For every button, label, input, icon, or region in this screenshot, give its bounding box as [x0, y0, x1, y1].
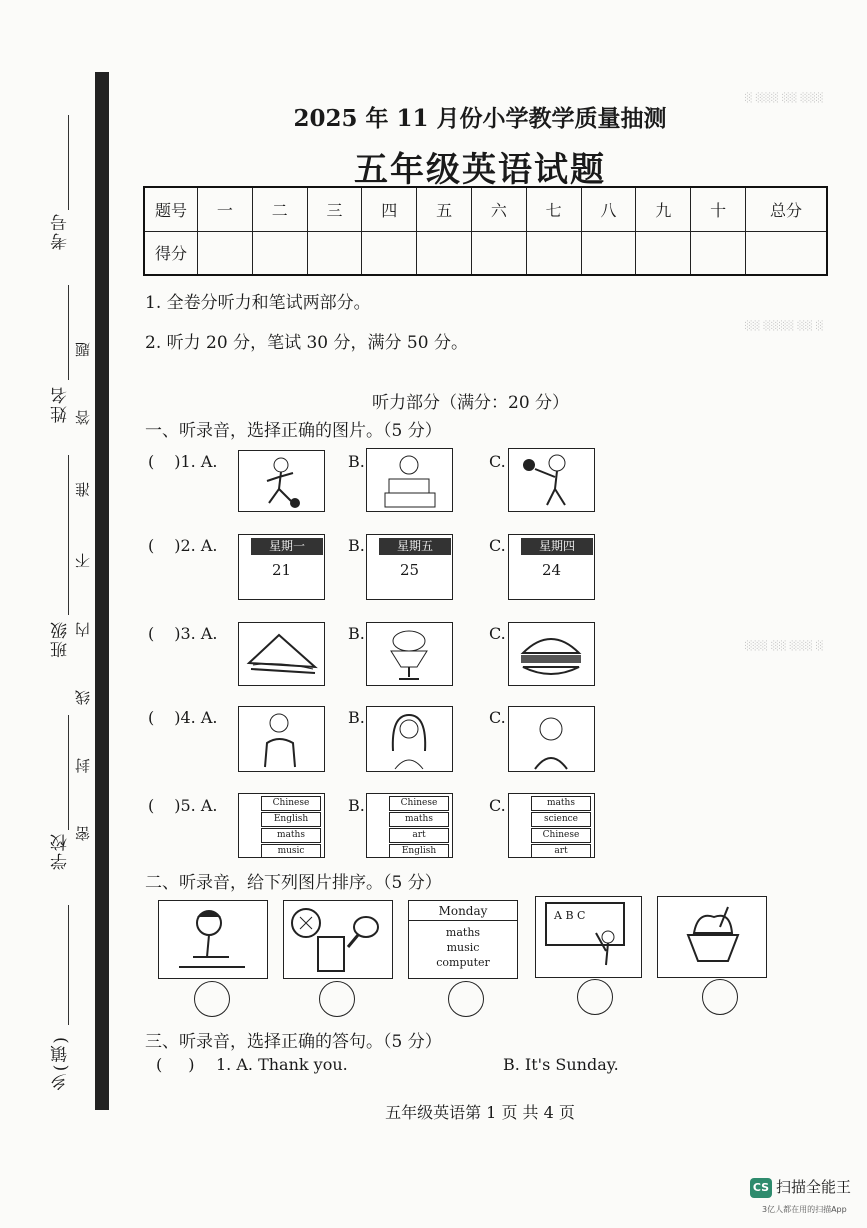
- schedule-subject: English: [389, 844, 449, 858]
- score-cell[interactable]: [417, 231, 472, 275]
- boy-ping-pong-icon: [509, 449, 594, 511]
- score-cell[interactable]: [471, 231, 526, 275]
- score-col-header: 总分: [746, 187, 828, 231]
- s2-image-teacher-board[interactable]: [535, 896, 642, 978]
- score-col-header: 十: [691, 187, 746, 231]
- score-col-header: 一: [198, 187, 253, 231]
- calendar-day: 星期一: [251, 538, 323, 555]
- q1-option-c-label: C.: [489, 452, 506, 471]
- monday-header: Monday: [409, 904, 517, 921]
- s3-q1-answer-paren[interactable]: ( ): [156, 1055, 195, 1074]
- bleed-through: ░░ ░░░░ ░░ ░: [745, 320, 824, 331]
- q3-image-a-sandwich[interactable]: [238, 622, 325, 686]
- girl-at-desk-icon: [367, 449, 452, 511]
- score-table: [143, 186, 828, 276]
- seal-char: 不: [74, 553, 92, 568]
- answer-paren[interactable]: ( )2. A.: [148, 536, 218, 555]
- answer-paren[interactable]: ( )4. A.: [148, 708, 218, 727]
- bleed-through: ░░░ ░░ ░░░ ░: [745, 640, 824, 651]
- order-answer-circle[interactable]: [702, 979, 738, 1015]
- score-cell[interactable]: [691, 231, 746, 275]
- schedule-subject: maths: [261, 828, 321, 843]
- exam-title-line2: 五年级英语试题: [354, 150, 606, 190]
- answer-paren[interactable]: ( )5. A.: [148, 796, 218, 815]
- s2-image-monday-schedule[interactable]: [408, 900, 518, 979]
- q5-image-b-schedule[interactable]: [366, 793, 453, 858]
- schedule-subject: science: [531, 812, 591, 827]
- seal-char: 答: [74, 410, 92, 425]
- seal-char: 内: [74, 622, 92, 637]
- calendar-date: 24: [541, 561, 562, 579]
- q5-image-c-schedule[interactable]: [508, 793, 595, 858]
- schedule-subject: Chinese: [531, 828, 591, 843]
- section2-title: 二、听录音，给下列图片排序。（5 分）: [145, 873, 442, 893]
- score-col-header: 五: [417, 187, 472, 231]
- seal-char: 线: [74, 690, 92, 705]
- page-footer: 五年级英语第 1 页 共 4 页: [385, 1103, 575, 1122]
- schedule-subject: Chinese: [389, 796, 449, 811]
- answer-paren[interactable]: ( )1. A.: [148, 452, 218, 471]
- score-cell[interactable]: [198, 231, 253, 275]
- exam-no-label: 考号: [51, 212, 71, 250]
- score-col-header: 四: [362, 187, 417, 231]
- q5-option-c-label: C.: [489, 796, 506, 815]
- man-with-glasses-icon: [239, 707, 324, 771]
- class-line: [68, 455, 69, 615]
- order-answer-circle[interactable]: [319, 981, 355, 1017]
- q4-option-c-label: C.: [489, 708, 506, 727]
- order-answer-circle[interactable]: [448, 981, 484, 1017]
- camscanner-logo: CS: [750, 1178, 772, 1198]
- ball-and-racket-icon: [284, 901, 392, 978]
- school-line: [68, 715, 69, 830]
- score-col-header: 八: [581, 187, 636, 231]
- calendar-day: 星期五: [379, 538, 451, 555]
- hamburger-icon: [509, 623, 594, 685]
- q1-image-c-pingpong[interactable]: [508, 448, 595, 512]
- q3-option-b-label: B.: [348, 624, 365, 643]
- board-letters: A B C: [554, 909, 586, 922]
- schedule-subject: art: [531, 844, 591, 858]
- q2-image-a-calendar[interactable]: [238, 534, 325, 600]
- sandwich-icon: [239, 623, 324, 685]
- score-col-header: 二: [252, 187, 307, 231]
- name-line: [68, 285, 69, 380]
- s2-image-boy-writing[interactable]: [158, 900, 268, 979]
- score-col-header: 三: [307, 187, 362, 231]
- order-answer-circle[interactable]: [194, 981, 230, 1017]
- score-cell[interactable]: [307, 231, 362, 275]
- q1-image-b-reading[interactable]: [366, 448, 453, 512]
- school-label: 学校: [51, 832, 71, 870]
- schedule-subject: English: [261, 812, 321, 827]
- q1-image-a-soccer[interactable]: [238, 450, 325, 512]
- section1-title: 一、听录音，选择正确的图片。（5 分）: [145, 421, 442, 441]
- instruction-note-2: 2. 听力 20 分，笔试 30 分，满分 50 分。: [145, 333, 468, 353]
- score-col-header: 九: [636, 187, 691, 231]
- q4-image-b-woman-longhair[interactable]: [366, 706, 453, 772]
- ice-cream-cup-icon: [658, 897, 766, 977]
- s3-q1-option-a: 1. A. Thank you.: [216, 1055, 348, 1074]
- schedule-subject: maths: [389, 812, 449, 827]
- monday-subject: music: [446, 941, 480, 954]
- boy-kicking-ball-icon: [239, 451, 324, 511]
- schedule-subject: art: [389, 828, 449, 843]
- teacher-at-blackboard-icon: [536, 897, 641, 977]
- q4-image-a-man[interactable]: [238, 706, 325, 772]
- name-label: 姓名: [51, 385, 71, 423]
- score-row-label: 得分: [144, 231, 198, 275]
- town-line: [68, 905, 69, 1025]
- s2-image-sports-items[interactable]: [283, 900, 393, 979]
- q5-image-a-schedule[interactable]: [238, 793, 325, 858]
- woman-long-hair-icon: [367, 707, 452, 771]
- q2-image-b-calendar[interactable]: [366, 534, 453, 600]
- monday-subject: computer: [436, 956, 490, 969]
- calendar-day: 星期四: [521, 538, 593, 555]
- boy-writing-icon: [159, 901, 267, 978]
- ice-cream-sundae-icon: [367, 623, 452, 685]
- monday-subject: maths: [445, 926, 481, 939]
- listening-part-title: 听力部分（满分：20 分）: [372, 393, 570, 413]
- q2-image-c-calendar[interactable]: [508, 534, 595, 600]
- q5-option-b-label: B.: [348, 796, 365, 815]
- calendar-date: 21: [271, 561, 292, 579]
- q3-image-b-icecream[interactable]: [366, 622, 453, 686]
- seal-char: 封: [74, 758, 92, 773]
- score-cell[interactable]: [362, 231, 417, 275]
- schedule-subject: Chinese: [261, 796, 321, 811]
- section3-title: 三、听录音，选择正确的答句。（5 分）: [145, 1032, 442, 1052]
- exam-title-line1: 2025 年 11 月份小学教学质量抽测: [293, 105, 667, 132]
- q1-option-b-label: B.: [348, 452, 365, 471]
- score-col-header: 七: [526, 187, 581, 231]
- q3-image-c-hamburger[interactable]: [508, 622, 595, 686]
- instruction-note-1: 1. 全卷分听力和笔试两部分。: [145, 293, 371, 313]
- s2-image-ice-cream[interactable]: [657, 896, 767, 978]
- seal-char: 准: [74, 482, 92, 497]
- q2-option-b-label: B.: [348, 536, 365, 555]
- score-cell[interactable]: [252, 231, 307, 275]
- camscanner-tagline: 3亿人都在用的扫描App: [762, 1205, 847, 1214]
- s3-q1-option-b: B. It's Sunday.: [503, 1055, 619, 1074]
- score-row-label: 题号: [144, 187, 198, 231]
- bleed-through: ░ ░░░ ░░ ░░░: [745, 92, 824, 103]
- order-answer-circle[interactable]: [577, 979, 613, 1015]
- answer-paren[interactable]: ( )3. A.: [148, 624, 218, 643]
- q2-option-c-label: C.: [489, 536, 506, 555]
- binding-bar: [95, 72, 109, 1110]
- score-cell[interactable]: [581, 231, 636, 275]
- camscanner-name: 扫描全能王: [776, 1178, 852, 1196]
- calendar-date: 25: [399, 561, 420, 579]
- schedule-subject: music: [261, 844, 321, 858]
- class-label: 班级: [51, 620, 71, 658]
- schedule-subject: maths: [531, 796, 591, 811]
- seal-char: 密: [74, 826, 92, 841]
- seal-char: 题: [74, 342, 92, 357]
- score-cell[interactable]: [636, 231, 691, 275]
- town-label: 乡(镇): [51, 1035, 71, 1091]
- q4-image-c-woman-shorthair[interactable]: [508, 706, 595, 772]
- score-cell[interactable]: [746, 231, 828, 275]
- score-col-header: 六: [471, 187, 526, 231]
- q4-option-b-label: B.: [348, 708, 365, 727]
- woman-short-hair-icon: [509, 707, 594, 771]
- score-cell[interactable]: [526, 231, 581, 275]
- q3-option-c-label: C.: [489, 624, 506, 643]
